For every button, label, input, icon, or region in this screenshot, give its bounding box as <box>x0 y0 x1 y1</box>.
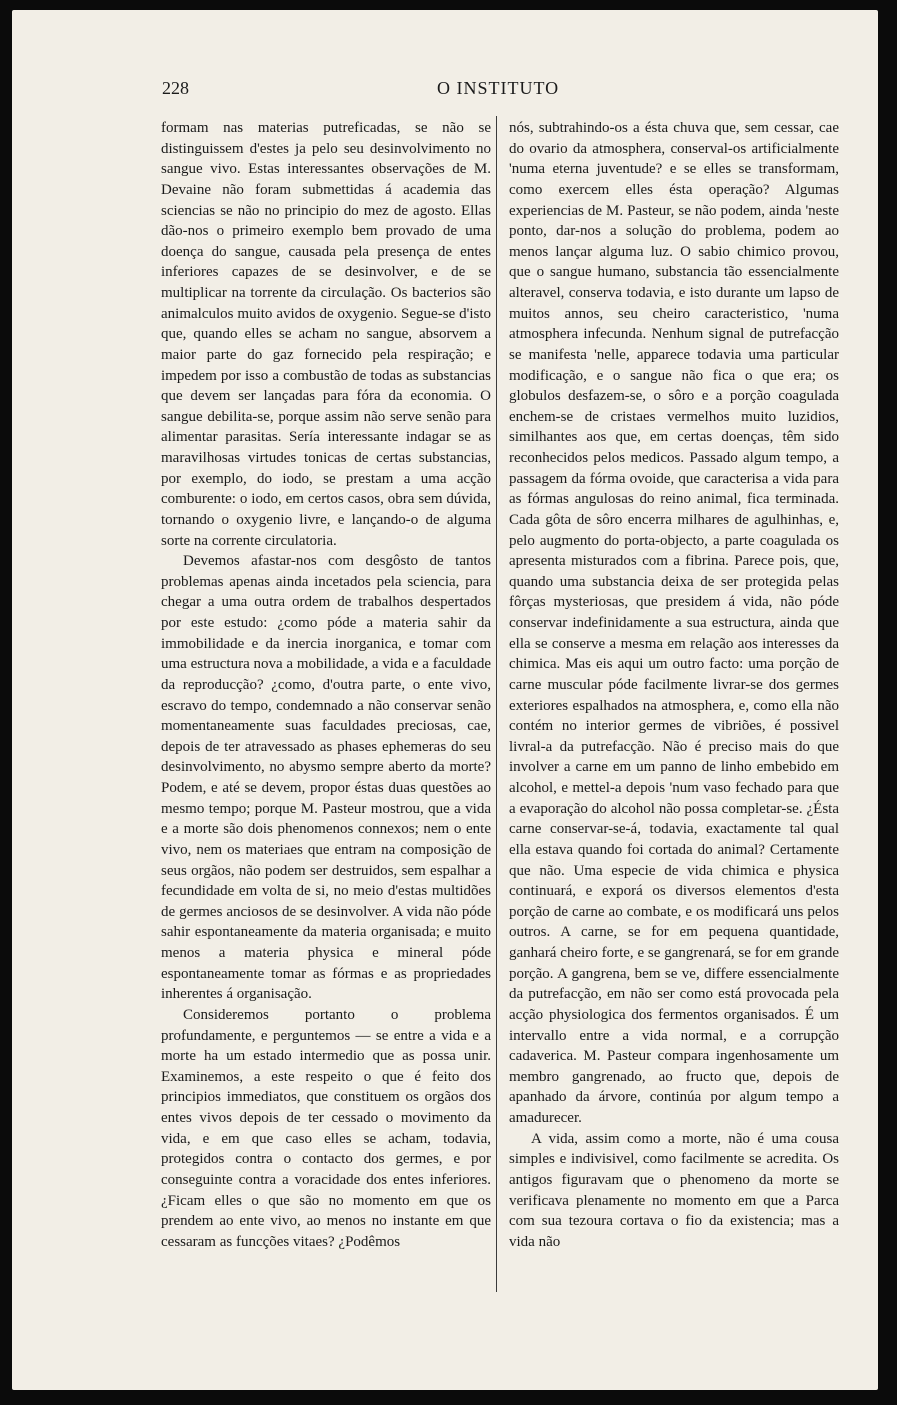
page-header <box>162 78 842 102</box>
paragraph: Consideremos portanto o problema profundamente, e perguntemos — se entre a vida e a morte ha um estado intermedio que as possa unir. Examinemos, a este respeito o que é feito dos principios immediatos, que constituem os orgãos dos entes vivos depois de ter cessado o movimento da vida, e em que caso elles se acham, todavia, protegidos contra o contacto dos germes, e por conseguinte contra a voracidade dos entes inferiores. ¿Ficam elles o que são no momento em que os prendem ao ente vivo, ao menos no instante em que cessaram as funcções vitaes? ¿Podêmos <box>161 1006 491 1250</box>
page-number: 228 <box>162 78 189 98</box>
paragraph: Devemos afastar-nos com desgôsto de tantos problemas apenas ainda incetados pela sciencia, para chegar a uma outra ordem de trabalhos despertados por este estudo: ¿como póde a materia sahir da immobilidade e da inercia inorganica, e tomar com uma estructura nova a mobilidade, a vida e a faculdade da reproducção? ¿como, d'outra parte, o ente vivo, escravo do tempo, condemnado a não conservar senão momentaneamente suas faculdades preciosas, cae, depois de ter atravessado as phases ephemeras do seu desinvolvimento, no abysmo sempre aberto da morte? Podem, e até se devem, propor éstas duas questões ao mesmo tempo; porque M. Pasteur mostrou, que a vida e a morte são dois phenomenos connexos; nem o ente vivo, nem os materiaes que entram na composição de seus orgãos, não podem ser destruidos, sem espalhar a fecundidade em volta de si, no meio d'estas multidões de germes anciosos de se desinvolver. A vida não póde sahir espontaneamente da materia organisada; e muito menos a materia physica e mineral póde espontaneamente tomar as fórmas e as propriedades inherentes á organisação. <box>161 553 491 1003</box>
paragraph: formam nas materias putreficadas, se não se distinguissem d'estes ja pelo seu desinvolvimento no sangue vivo. Estas interessantes observações de M. Devaine não foram submettidas á academia das sciencias se não no principio do mez de agosto. Ellas dão-nos o primeiro exemplo bem provado de uma doença do sangue, causada pela presença de entes inferiores capazes de se desinvolver, e de se multiplicar na torrente da circulação. Os bacterios são animalculos muito avidos de oxygenio. Segue-se d'isto que, quando elles se acham no sangue, absorvem a maior parte do gaz fornecido pela respiração; e impedem por isso a combustão de todas as substancias que devem ser lançadas para fóra da economia. O sangue debilita-se, porque assim não serve senão para alimentar parasitas. Sería interessante indagar se as maravilhosas virtudes tonicas de certas substancias, por exemplo, do iodo, se prestam a uma acção comburente: o iodo, em certos casos, obra sem dúvida, tornando o oxygenio livre, e lançando-o de alguma sorte na corrente circulatoria. <box>161 120 491 549</box>
paragraph: nós, subtrahindo-os a ésta chuva que, sem cessar, cae do ovario da atmosphera, conserval-os artificialmente 'numa eterna juventude? e se elles se transformam, como exercem elles ésta operação? Algumas experiencias de M. Pasteur, se não podem, ainda 'neste ponto, dar-nos a solução do problema, podem ao menos lançar alguma luz. O sabio chimico provou, que o sangue humano, substancia tão essencialmente alteravel, conserva todavia, e isto durante um lapso de muitos annos, seu cheiro caracteristico, 'numa atmosphera infecunda. Nenhum signal de putrefacção se manifesta 'nelle, apparece todavia uma particular modificação, e o sangue não fica o que era; os globulos desfazem-se, o sôro e a porção coagulada enchem-se de cristaes vermelhos muito luzidios, similhantes aos que, em certas doenças, têm sido reconhecidos pelos medicos. Passado algum tempo, a passagem da fórma ovoide, que caracterisa a vida para as fórmas angulosas do reino animal, fica terminada. Cada gôta de sôro encerra milhares de agulhinhas, e, pelo augmento do porta-objecto, a parte coagulada os apresenta misturados com a fibrina. Parece pois, que, quando uma substancia deixa de ser protegida pelas fôrças mysteriosas, que presidem á vida, não póde conservar indefinidamente a sua estructura, ainda que ella se conserve a mesma em relação aos interesses da chimica. Mas eis aqui um outro facto: uma porção de carne muscular póde facilmente livrar-se dos germes exteriores espalhados na atmosphera, e, como ella não contém no interior germes de vibriões, é possivel livral-a da putrefacção. Não é preciso mais do que involver a carne em um panno de linho embebido em alcohol, e mettel-a depois 'num vaso fechado para que a evaporação do alcohol não possa completar-se. ¿Ésta carne conservar-se-á, todavia, exactamente tal qual ella estava quando foi cortada do animal? Certamente que não. Uma especie de vida chimica e physica continuará, e exporá os diversos elementos d'esta porção de carne ao combate, e os modificará uns pelos outros. A carne, se for em pequena quantidade, ganhará cheiro forte, e se gangrenará, se for em grande porção. A gangrena, bem se ve, differe essencialmente da putrefacção, em não ser como está provocada pela acção physiologica dos fermentos organisados. É um intervallo entre a vida normal, e a corrupção cadaverica. M. Pasteur compara ingenhosamente um membro gangrenado, ao fructo que, depois de apanhado da árvore, continúa por algum tempo a amadurecer. <box>509 120 839 1126</box>
left-column <box>161 118 491 1252</box>
paragraph: A vida, assim como a morte, não é uma cousa simples e indivisivel, como facilmente se acredita. Os antigos figuravam que o phenomeno da morte se verificava plenamente no momento em que a Parca com sua tezoura cortava o fio da existencia; mas a vida não <box>509 1130 839 1250</box>
right-column <box>509 118 839 1252</box>
column-divider <box>496 116 497 1292</box>
running-title: O INSTITUTO <box>437 78 560 98</box>
